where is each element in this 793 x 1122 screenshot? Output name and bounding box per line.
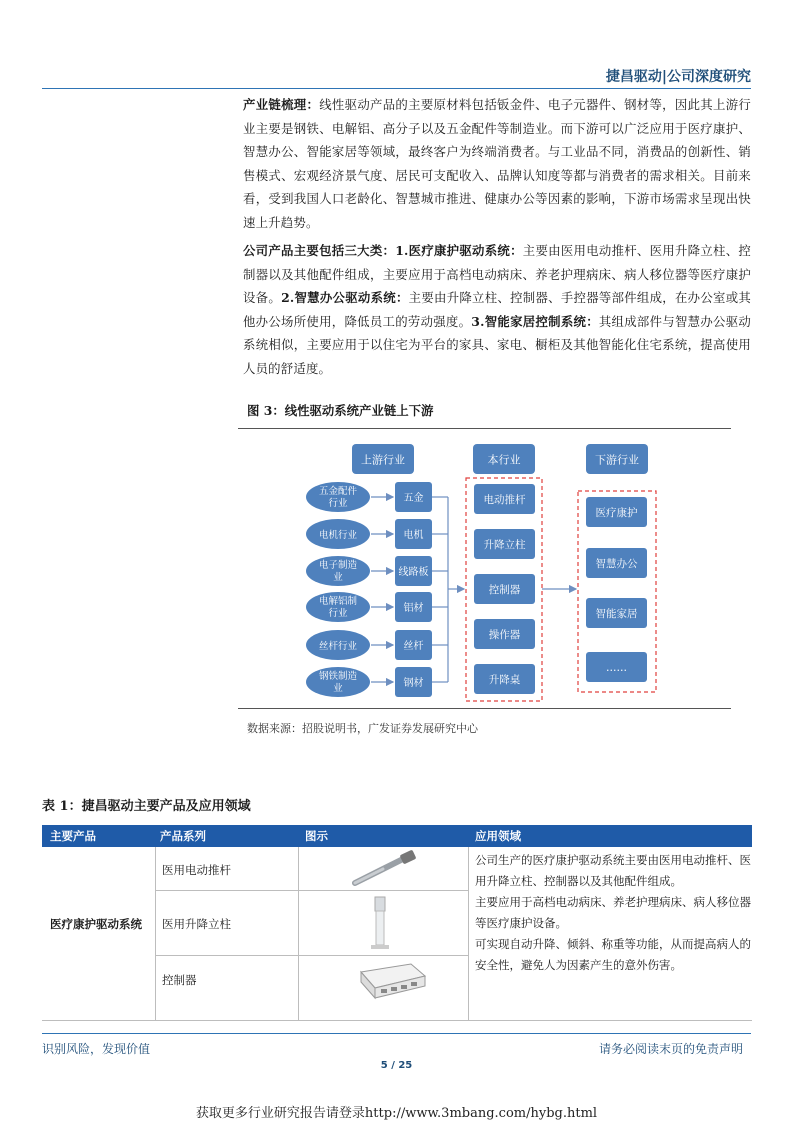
paragraph-text: 线性驱动产品的主要原材料包括钣金件、电子元器件、钢材等，因此其上游行业主要是钢铁、电解铝、高分子以及五金配件等制造业。而下游可以广泛应用于医疗康护、智慧办公、智能家居等领域，最终客户为终端消费者。与工业品不同，消费品的创新性、销售模式、宏观经济景气度、居民可支配收入、品牌认知度等都与消费者的需求相关。目前来看，受到我国人口老龄化、智慧城市推进、健康办公等因素的影响，下游市场需求呈现出快速上升趋势。 <box>243 97 751 230</box>
material-steel <box>395 667 432 697</box>
product-electric-actuator <box>474 484 535 514</box>
svg-text:操作器: 操作器 <box>488 629 521 641</box>
svg-text:钢铁制造: 钢铁制造 <box>318 671 358 682</box>
paragraph-lead: 公司产品主要包括三大类： <box>243 243 396 258</box>
figure-source: 数据来源：招股说明书，广发证券发展研究中心 <box>247 722 478 735</box>
table-bottom-rule <box>42 1020 752 1021</box>
col-series: 产品系列 <box>160 829 206 843</box>
header-downstream <box>586 444 648 474</box>
svg-text:五金配件: 五金配件 <box>318 486 358 497</box>
svg-text:控制器: 控制器 <box>488 584 521 596</box>
arrows-upstream <box>371 497 393 682</box>
header-industry <box>473 444 535 474</box>
svg-text:升降立柱: 升降立柱 <box>483 539 526 551</box>
table-row-series: 医用电动推杆 <box>162 863 231 877</box>
table-row-series: 控制器 <box>162 973 197 987</box>
promo-note: 获取更多行业研究报告请登录http://www.3mbang.com/hybg.html <box>195 1106 598 1121</box>
footer-slogan: 识别风险，发现价值 <box>42 1042 151 1056</box>
category-office: 2.智慧办公驱动系统： <box>281 290 409 305</box>
industry-motor <box>306 519 370 549</box>
header-downstream-label: 下游行业 <box>595 453 639 467</box>
col-main-product: 主要产品 <box>50 829 96 843</box>
svg-text:……: …… <box>606 662 627 674</box>
svg-text:业: 业 <box>333 572 343 583</box>
table-header <box>42 825 752 847</box>
figure-bottom-rule <box>238 708 731 709</box>
page-number: 5 / 25 <box>380 1060 413 1071</box>
svg-text:智慧办公: 智慧办公 <box>595 558 638 570</box>
column-image <box>365 893 395 953</box>
svg-text:电子制造: 电子制造 <box>318 560 358 571</box>
industry-electronics <box>306 556 370 586</box>
svg-text:行业: 行业 <box>328 498 348 509</box>
market-more <box>586 652 647 682</box>
table-vline <box>298 847 299 1020</box>
svg-text:铝材: 铝材 <box>403 603 424 614</box>
footer-divider <box>42 1033 751 1034</box>
market-home <box>586 598 647 628</box>
figure-title: 图 3：线性驱动系统产业链上下游 <box>247 403 434 418</box>
table-application-text <box>475 850 752 976</box>
product-lifting-column <box>474 529 535 559</box>
category-medical: 1.医疗康护驱动系统： <box>395 243 523 258</box>
svg-text:业: 业 <box>333 683 343 694</box>
controller-image <box>355 958 430 1002</box>
market-medical <box>586 497 647 527</box>
svg-text:医疗康护: 医疗康护 <box>595 507 638 519</box>
product-controller <box>474 574 535 604</box>
material-hardware <box>395 482 432 512</box>
header-upstream-label: 上游行业 <box>361 453 405 467</box>
application-line: 公司生产的医疗康护驱动系统主要由医用电动推杆、医用升降立柱、控制器以及其他配件组成。 <box>475 853 751 888</box>
category-office-text: 主要由升降立柱、控制器、手控器等部件组成，在办公室或其他办公场所使用，降低员工的劳动强度。 <box>243 290 751 329</box>
svg-text:五金: 五金 <box>403 493 424 504</box>
material-aluminum <box>395 592 432 622</box>
material-motor <box>395 519 432 549</box>
industry-hardware <box>306 482 370 512</box>
col-application: 应用领域 <box>475 829 521 843</box>
footer-disclaimer: 请务必阅读末页的免责声明 <box>598 1042 743 1056</box>
product-operator <box>474 619 535 649</box>
application-line: 可实现自动升降、倾斜、称重等功能，从而提高病人的安全性，避免人为因素产生的意外伤害。 <box>475 937 751 972</box>
table-row-divider <box>155 955 468 956</box>
product-lifting-desk <box>474 664 535 694</box>
table-vline <box>155 847 156 1020</box>
table-title: 表 1：捷昌驱动主要产品及应用领域 <box>42 799 251 814</box>
market-office <box>586 548 647 578</box>
svg-text:丝杆: 丝杆 <box>403 641 424 652</box>
table-row-series: 医用升降立柱 <box>162 917 231 931</box>
svg-text:电机行业: 电机行业 <box>318 530 358 541</box>
material-pcb <box>395 556 432 586</box>
paragraph-lead: 产业链梳理： <box>243 97 320 112</box>
svg-text:电动推杆: 电动推杆 <box>483 494 526 506</box>
application-line: 主要应用于高档电动病床、养老护理病床、病人移位器等医疗康护设备。 <box>475 895 751 930</box>
industry-aluminum <box>306 592 370 622</box>
svg-text:智能家居: 智能家居 <box>595 608 638 620</box>
table-category: 医疗康护驱动系统 <box>50 917 142 931</box>
col-image: 图示 <box>305 829 328 843</box>
category-home-text: 其组成部件与智慧办公驱动系统相似，主要应用于以住宅为平台的家具、家电、橱柜及其他智能化住宅系统，提高使用人员的舒适度。 <box>243 313 751 376</box>
svg-text:升降桌: 升降桌 <box>488 674 521 686</box>
industry-screw <box>306 630 370 660</box>
svg-text:电解铝制: 电解铝制 <box>318 596 358 607</box>
table-vline <box>468 847 469 1020</box>
category-home: 3.智能家居控制系统： <box>471 313 599 329</box>
actuator-image <box>345 849 425 889</box>
svg-text:线路板: 线路板 <box>398 567 429 578</box>
svg-text:电机: 电机 <box>403 530 424 541</box>
svg-text:丝杆行业: 丝杆行业 <box>318 641 358 652</box>
svg-text:钢材: 钢材 <box>403 678 424 689</box>
header-upstream <box>352 444 414 474</box>
header-brand: 捷昌驱动|公司深度研究 <box>605 69 751 85</box>
arrows-to-industry <box>432 497 464 682</box>
svg-text:行业: 行业 <box>328 608 348 619</box>
material-screw <box>395 630 432 660</box>
table-row-divider <box>155 890 468 891</box>
header-industry-label: 本行业 <box>487 453 521 467</box>
category-medical-text: 主要由医用电动推杆、医用升降立柱、控制器以及其他配件组成，主要应用于高档电动病床、养老护理病床、病人移位器等医疗康护设备。 <box>243 243 751 305</box>
industry-steel <box>306 667 370 697</box>
